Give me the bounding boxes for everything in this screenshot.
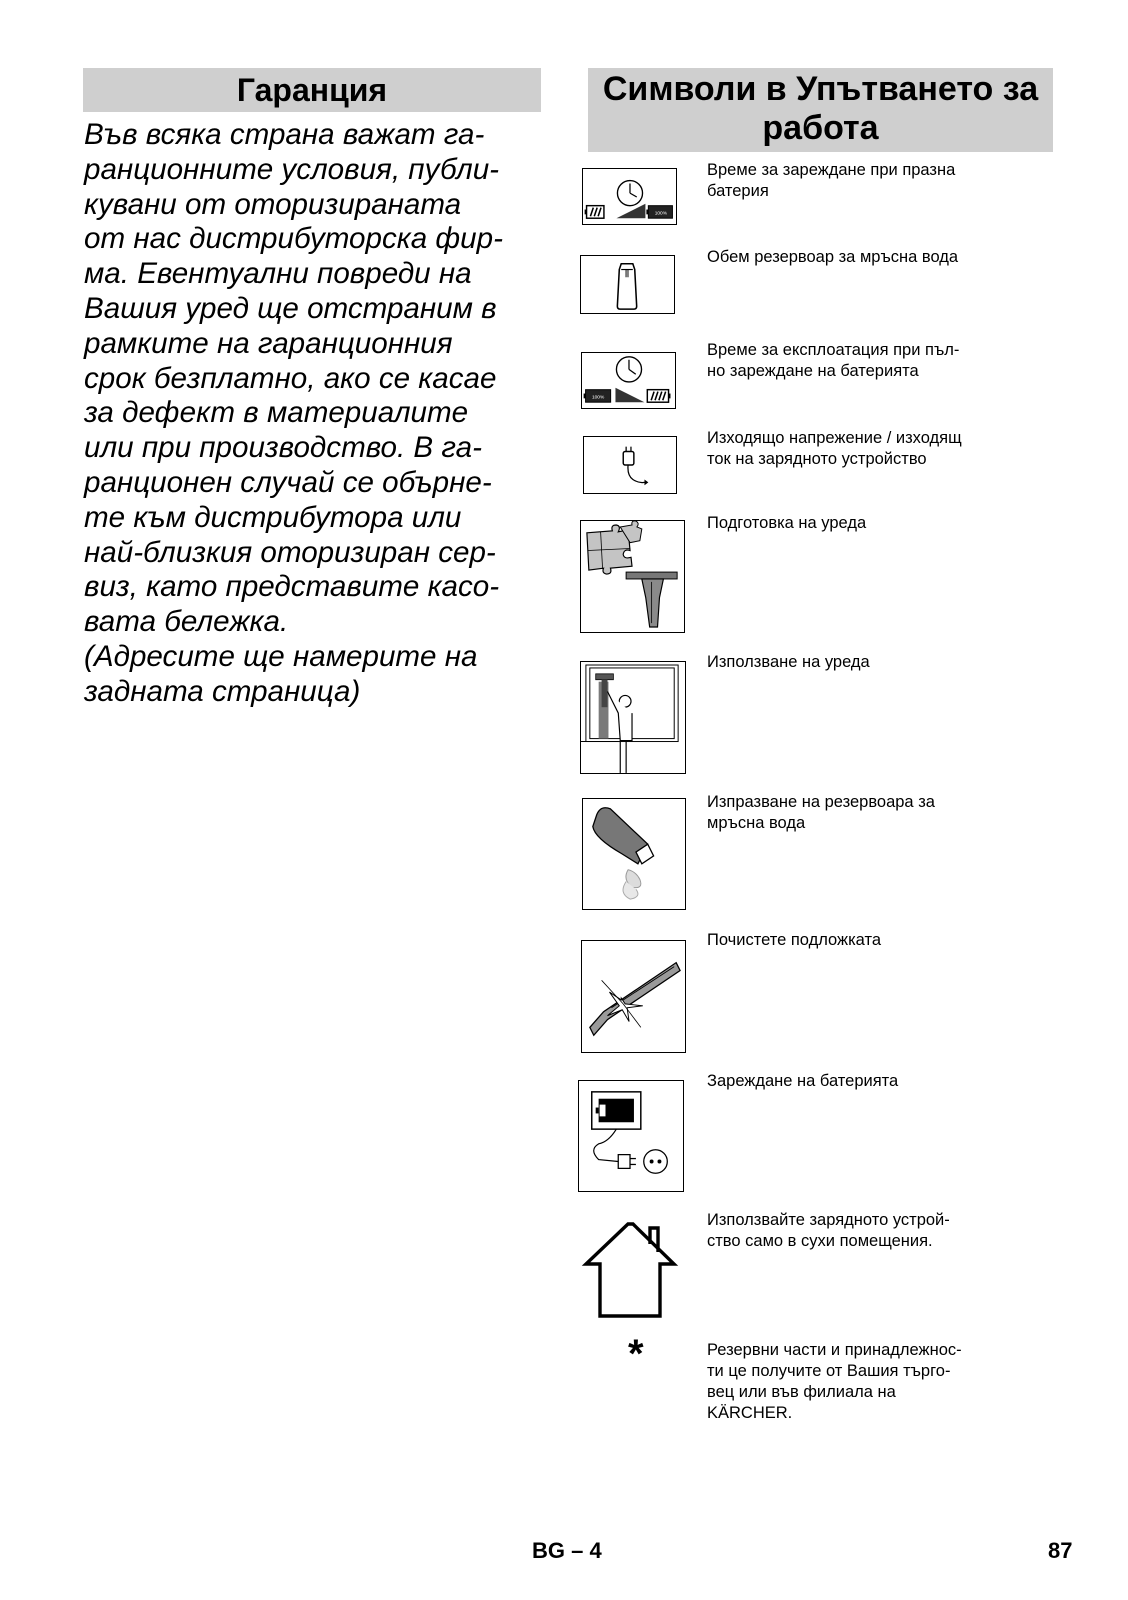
symbols-heading: Символи в Упътването за работа <box>588 68 1053 152</box>
clean-surface-icon <box>581 940 686 1053</box>
symbol-text: Време за експлоатация при пъл- но зареждане на батерията <box>707 341 960 380</box>
symbol-text: Почистете подложката <box>707 931 882 949</box>
device-usage-icon <box>580 661 686 774</box>
symbol-text: Време за зареждане при празна батерия <box>707 161 956 200</box>
symbol-text: Изходящо напрежение / изходящ ток на зарядното устройство <box>707 429 962 468</box>
battery-full-label: 100% <box>654 211 668 217</box>
footer-page-number: 87 <box>1048 1538 1073 1563</box>
symbol-text: Използване на уреда <box>707 653 870 671</box>
device-preparation-icon <box>580 520 685 633</box>
dirty-water-tank-icon <box>580 255 675 314</box>
symbol-text: Зареждане на батерията <box>707 1072 899 1090</box>
warranty-heading: Гаранция <box>83 68 541 112</box>
battery-charging-icon <box>578 1080 684 1192</box>
indoor-only-icon <box>580 1220 686 1320</box>
symbol-text: Използвайте зарядното устрой- ство само в сухи помещения. <box>707 1211 950 1250</box>
operating-time-icon <box>581 352 676 409</box>
symbol-text: Изпразване на резервоара за мръсна вода <box>707 793 935 832</box>
symbol-text: Резервни части и принадлежнос- ти це получите от Вашия търго- вец или във филиала на KÄRCHER. <box>707 1341 962 1422</box>
footer-section-code: BG – 4 <box>532 1538 602 1563</box>
empty-tank-icon <box>582 798 686 910</box>
charging-time-icon <box>582 168 677 225</box>
charger-output-icon <box>583 436 677 494</box>
symbol-text: Обем резервоар за мръсна вода <box>707 248 959 266</box>
warranty-text: Във всяка страна важат га- ранционните условия, публи- кувани от оторизираната от нас дистрибуторска фир- ма. Евентуални повреди на Вашия уред ще отстраним в рамките на гаранционния срок безплатно, ако се касае за дефект в материалите или при производство. В га- ранционен случай се обърне- те към дистрибутора или най-близкия оторизиран сер- виз, като представите касо- вата бележка. (Адресите ще намерите на задната страница) <box>84 118 503 708</box>
battery-full-label: 100% <box>591 395 605 401</box>
symbol-text: Подготовка на уреда <box>707 514 867 532</box>
asterisk-icon: * <box>628 1332 644 1376</box>
